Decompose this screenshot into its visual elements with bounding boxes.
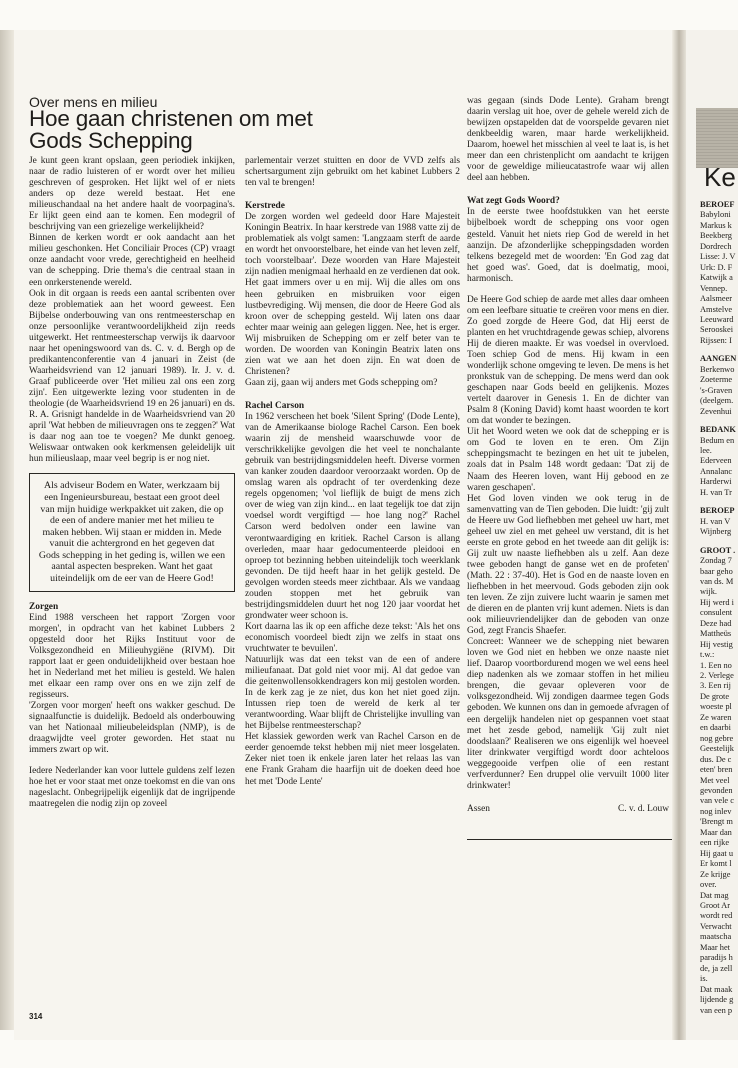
right-page-line: 3. Een rij: [700, 681, 731, 691]
right-page-line: Harderwi: [700, 477, 732, 487]
right-page-line: Geestelijk: [700, 744, 734, 754]
paragraph: was gegaan (sinds Dode Lente). Graham brengt daarin verslag uit hoe, over de gehele wereld zich de bewijzen opstapelden dat de voorspelde gevaren niet denkbeeldig waren, maar harde werkelijkheid. Daarom, hoewel het misschien al veel te laat is, is het meer dan een christenplicht om aandacht te krijgen voor de geweldige milieucatastrofe waar wij allen deel aan hebben.: [467, 96, 669, 184]
right-page-line: lijdende g: [700, 995, 734, 1005]
right-page-line: Katwijk a: [700, 273, 733, 283]
right-page-line: Er komt l: [700, 859, 732, 869]
article-title: Hoe gaan christenen om met Gods Schepping: [29, 106, 313, 153]
right-page-line: Hij werd i: [700, 597, 734, 607]
right-page-line: is.: [700, 974, 708, 984]
right-page-line: H. van V: [700, 516, 731, 526]
page-number: 314: [29, 1012, 43, 1021]
paragraph: Je kunt geen krant opslaan, geen periodiek inkijken, naar de radio luisteren of er wordt over het milieu geschreven of gesproken. Het lijkt wel of er niets anders op deze wereld bestaat. Het ene milieuschandaal na het andere haalt de voorpagina's. Er lijkt geen eind aan te komen. Een modegril of beschrijving van een griezelige werkelijkheid?: [29, 156, 235, 233]
right-page-line: H. van Tr: [700, 487, 732, 497]
right-page-line: Dat maak: [700, 984, 733, 994]
paragraph: Binnen de kerken wordt er ook aandacht aan het milieu geschonken. Het Conciliair Proces (CP) vraagt onze aandacht voor vrede, gerechtigheid en heelheid van de schepping. Drie thema's die centraal staan in een onrkerstenende wereld.: [29, 233, 235, 288]
right-page-line: wijk.: [700, 587, 717, 597]
header-photo-fragment: [696, 108, 738, 168]
right-page-line: woeste pl: [700, 702, 732, 712]
paragraph: parlementair verzet stuitten en door de VVD zelfs als schertsargument zijn gebruikt om het kabinet Lubbers 2 ten val te brengen!: [245, 156, 460, 189]
right-page-line: nog inlev: [700, 806, 732, 816]
right-page-line: Deze had: [700, 618, 732, 628]
right-page-line: Wijnberg: [700, 527, 732, 537]
right-page-line: Groot Ar: [700, 901, 731, 910]
right-page-line: 2. Verlege: [700, 671, 734, 681]
right-page-line: paradijs h: [700, 953, 733, 963]
right-page-line: consulent: [700, 608, 733, 618]
paragraph: De zorgen worden wel gedeeld door Hare Majesteit Koningin Beatrix. In haar kerstrede van 1988 vatte zij de problematiek als volgt samen: 'Langzaam sterft de aarde en wordt het onvoorstelbare, het einde van het leven zelf, toch voorstelbaar'. Deze woorden van Hare Majesteit zijn nadien menigmaal herhaald en ze verdienen dat ook. Het gaat immers over u en mij. Wij die alles om ons heen gebruiken en misbruiken voor eigen lustbevrediging. Wij mensen, die door de Heere God als kroon over de schepping gesteld. Wij laten ons daar echter maar weinig aan gelegen liggen. Nee, het is erger. Wij misbruiken de Schepping om er zelf beter van te worden. De woorden van Koningin Beatrix laten ons zien wat we aan het doen zijn. En wat doen de Christenen?: [245, 212, 460, 377]
right-page-line: Vennep.: [700, 283, 728, 293]
paragraph: Eind 1988 verscheen het rapport 'Zorgen voor morgen', in opdracht van het kabinet Lubbers 2 opgesteld door het Rijks Instituut voor de Volksgezondheid en Milieuhygiëne (RIVM). Dit rapport laat er geen onduidelijkheid over bestaan hoe het in Nederland met het milieu is gesteld. We halen met elkaar een ramp over ons en we zijn zelf de regisseurs.: [29, 612, 235, 701]
section-heading-rachel-carson: Rachel Carson: [245, 400, 305, 411]
right-page-line: Dordrech: [700, 241, 732, 251]
right-page-line: eten' bren: [700, 765, 733, 775]
right-page-line: nog gebre: [700, 733, 734, 743]
right-page-line: 'Brengt m: [700, 817, 733, 827]
right-page-line: GROOT .: [700, 545, 736, 555]
right-page-line: maatscha: [700, 932, 732, 942]
right-page-line: gevonden: [700, 786, 733, 796]
section-heading-kerstrede: Kerstrede: [245, 201, 285, 212]
right-page-line: een rijke: [700, 838, 730, 848]
right-page-line: wordt red: [700, 911, 733, 921]
paragraph: Het klassiek geworden werk van Rachel Carson en de eerder genoemde tekst hebben mij niet meer losgelaten. Zeker niet toen ik enkele jaren later het relaas las van ene Frank Graham die haarfijn uit de doeken deed hoe het met 'Dode Lente': [245, 732, 460, 787]
paragraph: Het God loven vinden we ook terug in de samenvatting van de Tien geboden. Die luidt: 'gij zult de Heere uw God liefhebben met geheel uw hart, met geheel uw ziel en met geheel uw verstand, dit is het eerste en grote gebod en het tweede aan dit gelijk is: Gij zult uw naaste liefhebben als u zelf. Aan deze twee geboden hangt de ganse wet en de profeten' (Math. 22 : 37-40). Het is God en de naaste loven en liefhebben in het meervoud. Gods geboden zijn ook ten leven. Ze zijn zuivere lucht waarin je samen met de dieren en de planten vrij kunt ademen. Niets is dan ook milieuvriendelijker dan de geboden van onze God, zegt Francis Shaefer.: [467, 493, 669, 637]
section-heading-gods-woord: Wat zegt Gods Woord?: [467, 196, 560, 207]
paragraph: Kort daarna las ik op een affiche deze tekst: 'Als het ons economisch voordeel biedt zijn we zelfs in staat ons vruchtwater te bevuilen'.: [245, 621, 460, 654]
right-page-line: Leeuward: [700, 314, 734, 324]
paragraph: Gaan zij, gaan wij anders met Gods schepping om?: [245, 377, 438, 388]
line-gap: [700, 498, 738, 506]
right-page-line: Met veel: [700, 775, 730, 785]
right-page-line: De grote: [700, 691, 730, 701]
right-page-line: van vele c: [700, 796, 734, 806]
paragraph: In 1962 verscheen het boek 'Silent Spring' (Dode Lente), van de Amerikaanse biologe Rachel Carson. Een boek waarin zij de mensheid waarschuwde voor de verschrikkelijke gevolgen die het veel te nonchalante gebruik van bestrijdingsmiddelen heeft. Diverse vormen van kanker zouden daardoor veroorzaakt worden. Op de omslag waren als opdracht of ter overdenking deze regels opgenomen; 'vol lieflijk de buigt de mens zich over de wieg van zijn kind... en laat tegelijk toe dat zijn voedsel wordt vergiftigd — hoe lang nog?' Rachel Carson werd bedolven onder een lawine van verontwaardiging en kritiek. Rachel Carson is allang overleden, maar haar gedocumenteerde pleidooi en oproep tot bezinning hebben uiteindelijk toch weerklank gevonden. De tijd heeft haar in het gelijk gesteld. De gevolgen worden steeds meer zichtbaar. Als we vandaag zouden stoppen met het gebruik van bestrijdingsmiddelen duurt het nog 120 jaar voordat het grondwater weer schoon is.: [245, 411, 460, 621]
right-page-line: van ds. M: [700, 576, 734, 586]
paragraph: Natuurlijk was dat een tekst van de een of andere milieufanaat. Dat gold niet voor mij. Al dat gedoe van die geitenwollensokkendragers kon mij gestolen worden. In de kerk zag je ze niet, dus kon het niet goed zijn. Intussen riep toen de wereld de kerk al ter verantwoording. Waar blijft de Christelijke invulling van het Bijbelse rentmeesterschap?: [245, 655, 460, 732]
paragraph: In de eerste twee hoofdstukken van het eerste bijbelboek wordt de schepping ons voor ogen gesteld. Vanuit het niets riep God de wereld in het aanzijn. De afzonderlijke scheppingsdaden worden telkens bezegeld met de woorden: 'En God zag dat het goed was'. Goed, dat is doelmatig, mooi, harmonisch.: [467, 207, 669, 284]
right-page-line: Mattheüs: [700, 629, 732, 639]
right-page-line: Maar het: [700, 942, 730, 952]
right-page-fragment: [686, 30, 738, 1040]
paragraph: De Heere God schiep de aarde met alles daar omheen om een leefbare situatie te creëren voor mens en dier. Zo goed zorgde de Heere God, dat Hij eerst de planten en het vruchtdragende gewas schiep, alvorens Hij de dieren maakte. Er was voedsel in overvloed. Toen schiep God de mens. Hij kwam in een wonderlijk schone omgeving te leven. De mens is het pronkstuk van de schepping. De mens werd dan ook geschapen naar Gods beeld en gelijkenis. Mozes vertelt daarover in Genesis 1. En de dichter van Psalm 8 (Koning David) komt haast woorden te kort om dat wonder te bezingen.: [467, 294, 669, 427]
right-page-line: BEROEP: [700, 506, 735, 516]
right-page-line: (deelgem.: [700, 396, 734, 406]
right-page-column: [700, 200, 738, 1016]
right-page-line: Rijssen: I: [700, 335, 732, 345]
right-page-line: Zevenhui: [700, 406, 732, 416]
right-page-line: Zoeterme: [700, 375, 733, 385]
right-page-line: Ederveen: [700, 456, 732, 466]
right-page-line: Maar dan: [700, 827, 732, 837]
right-page-line: Verwacht: [700, 921, 732, 931]
right-page-line: Bedum en: [700, 435, 735, 445]
right-page-line: over.: [700, 880, 717, 890]
right-page-line: Babyloni: [700, 210, 731, 220]
right-page-line: BEDANK: [700, 425, 736, 435]
right-page-line: baar geho: [700, 566, 733, 576]
paragraph: Uit het Woord weten we ook dat de schepping er is om God te loven en te eren. Om Zijn scheppingsmacht te bezingen en het uit te jubelen, zoals dat in Psalm 148 wordt gedaan: 'Dat zij de Naam des Heeren loven, want Hij gebood en ze waren geschapen'.: [467, 427, 669, 493]
right-page-line: Amstelve: [700, 304, 733, 314]
right-page-line: Beekberg: [700, 231, 732, 241]
right-page-line: Urk: D. F: [700, 262, 733, 272]
right-page-line: Hij gaat u: [700, 848, 734, 858]
paragraph: Iedere Nederlander kan voor luttele guldens zelf lezen hoe het er voor staat met onze toekomst en die van ons nageslacht. Onbegrijpelijk eigenlijk dat de ingrijpende maatregelen die nodig zijn op zoveel: [29, 766, 235, 810]
article-column-2: [245, 156, 460, 788]
right-page-line: de, ja zell: [700, 963, 733, 973]
right-page-line: lee.: [700, 445, 712, 455]
right-page-line: Zondag 7: [700, 556, 732, 566]
page-binding-edge: [0, 30, 14, 1030]
line-gap: [700, 417, 738, 425]
right-page-line: Markus k: [700, 220, 732, 230]
line-gap: [700, 538, 738, 546]
right-page-line: Hij vestig: [700, 639, 733, 649]
article-column-3: [467, 96, 669, 840]
right-page-line: en daarbi: [700, 723, 731, 733]
right-page-line: Dat mag: [700, 890, 729, 900]
line-gap: [700, 346, 738, 354]
right-page-line: Serooskei: [700, 325, 734, 335]
paragraph: 'Zorgen voor morgen' heeft ons wakker geschud. De signaalfunctie is duidelijk. Bedoeld als onderbouwing van het Nationaal milieubeleidsplan (NMP), is de draagwijdte veel groter geworden. Het staat nu immers zwart op wit.: [29, 701, 235, 756]
right-page-line: 1. Een no: [700, 660, 732, 670]
right-page-line: Ze krijge: [700, 869, 731, 879]
right-page-line: Ze waren: [700, 712, 732, 722]
article-kicker: Over mens en milieu: [29, 94, 158, 110]
right-page-line: AANGEN: [700, 354, 737, 364]
right-page-line: t.w.:: [700, 650, 715, 660]
right-page-line: BEROEF: [700, 200, 735, 209]
gutter-shadow: [672, 30, 686, 1040]
right-page-line: Berkenwo: [700, 364, 735, 374]
pull-quote-box: Als adviseur Bodem en Water, werkzaam bij een Ingenieursbureau, bestaat een groot deel van mijn huidige werkpakket uit zaken, die op de een of andere manier met het milieu te maken hebben. Wij staan er midden in. Mede vanuit die achtergrond en het gegeven dat Gods schepping in het geding is, willen we een aantal aspecten bespreken. Want het gaat uiteindelijk om de eer van de Heere God!: [29, 473, 235, 591]
right-page-line: Aalsmeer: [700, 294, 733, 304]
right-page-line: Annalanc: [700, 466, 733, 476]
signoff-place: Assen: [467, 803, 490, 814]
right-page-line: 's-Graven: [700, 385, 733, 395]
signoff: [467, 804, 669, 815]
right-page-title-fragment: Ke: [704, 162, 736, 192]
right-page-line: dus. De c: [700, 754, 732, 764]
section-heading-zorgen: Zorgen: [29, 601, 59, 612]
paragraph: Ook in dit orgaan is reeds een aantal scribenten over deze problematiek aan het woord geweest. Een Bijbelse onderbouwing van ons rentmeesterschap en onze persoonlijke verantwoordelijkheid zijn reeds uitgewerkt. Het rentmeesterschap verwijs ik daarvoor naar het openingswoord van ds. C. v. d. Bergh op de predikantenconferentie van 4 januari in Zeist (de Waarheidsvriend van 12 januari 1989). Ir. J. v. d. Graaf publiceerde over 'Het milieu zal ons een zorg zijn'. Een uitgewerkte lezing voor studenten in de theologie (de Waarheidsvriend 19 en 26 januari) en ds. R. A. Grisnigt handelde in de Waarheidsvriend van 20 april 'Wat hebben de milieuvragen ons te zeggen?' Wat is daar nog aan toe te voegen? Me dunkt genoeg. Weliswaar ontwaken ook kerkmensen geleidelijk uit hun milieuslaap, maar veel begrip is er nog niet.: [29, 288, 235, 465]
end-rule: [467, 839, 672, 840]
article-column-1: [29, 156, 235, 811]
paragraph: Concreet: Wanneer we de schepping niet bewaren loven we God niet en hebben we onze naaste niet lief. Daarop voortbordurend mogen we wel eens heel diep nadenken als we zomaar stoffen in het milieu brengen, die gevaar opleveren voor de volksgezondheid. Wij zondigen daarmee tegen Gods geboden. We kunnen ons dan in gemoede afvragen of een dergelijk handelen niet op gespannen voet staat met het zesde gebod, namelijk 'Gij zult niet doodslaan?' Realiseren we ons eigenlijk wel hoeveel liter drinkwater vergiftigd wordt door achteloos weggegooide verfpen olie of een restant verfverdunner? Een druppel olie vervuilt 1000 liter drinkwater!: [467, 637, 669, 791]
right-page-line: van een p: [700, 1005, 733, 1015]
right-page-line: Lisse: J. V: [700, 252, 736, 262]
signoff-author: C. v. d. Louw: [618, 803, 669, 814]
